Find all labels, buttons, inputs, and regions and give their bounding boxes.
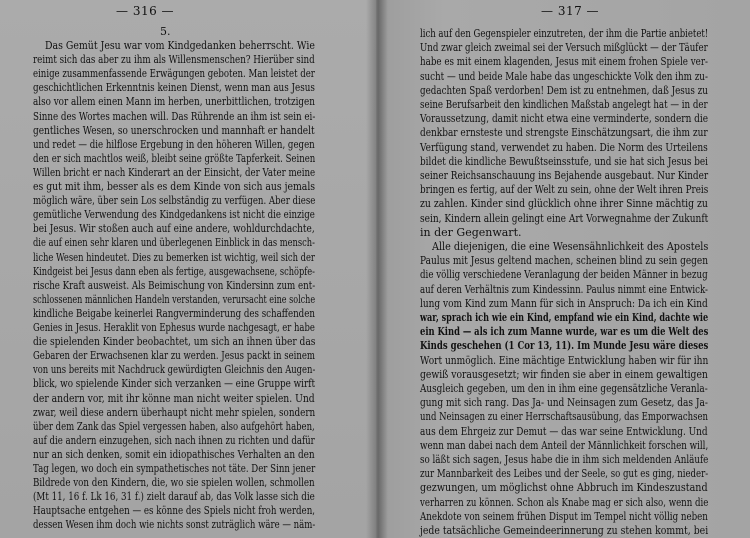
text-line: denkbar ernsteste und strengste Einschätzungsart, die ihm zur [420, 126, 708, 140]
text-line: Voraussetzung, damit nicht etwa eine verminderte, sondern die [420, 112, 709, 126]
text-line: gemütliche Verwendung des Kindgedankens ist nicht die einzige [33, 208, 315, 222]
text-line: Kinds geschehen (1 Cor 13, 11). Im Munde Jesu wäre dieses [420, 339, 709, 353]
text-line: Paulus mit Jesus geltend machen, scheinen blind zu sein gegen [420, 254, 709, 268]
text-line: einige zusammenfassende Erwägungen geboten. Man leistet der [33, 67, 315, 81]
text-line: verharren zu können. Schon als Knabe mag er sich also, wenn die [420, 495, 709, 509]
text-line: lich auf den Gegenspieler einzutreten, der ihm die Partie anbietet! [420, 27, 709, 40]
text-line: rische Kraft ausweist. Als Beimischung von Kindersinn zum ent- [33, 278, 316, 292]
text-line: über dem Zank das Spiel vergessen haben, also aufgehört haben, [33, 419, 315, 433]
text-line: bringen es fertig, auf der Welt zu sein, ohne der Welt ihren Preis [420, 183, 709, 197]
text-line: sucht — und beide Male habe das ungeschickte Volk den ihm zu- [420, 69, 708, 83]
text-line: Hauptsache entgehen — es könne des Spiels nicht froh werden, [33, 504, 316, 518]
text-line: Ausgleich gegeben, um den in ihm eine gegensätzliche Veranla- [420, 382, 708, 395]
text-line: Alle diejenigen, die eine Wesensähnlichkeit des Apostels [432, 240, 709, 253]
text-line: aus dem Ehrgeiz zur Demut — das war seine Entwicklung. Und [420, 424, 708, 438]
text-line: gewiß vorausgesetzt; wir finden sie aber in einem gewaltigen [420, 367, 708, 381]
text-line: Sinne des Wortes machen will. Das Rührende an ihm ist sein ei- [33, 109, 316, 123]
text-line: kindliche Beigabe keinerlei Rangverminderung des schaffenden [33, 306, 315, 320]
text-line: lung vom Kind zum Mann für sich in Anspruch: Da ich ein Kind [420, 296, 708, 310]
book-gutter [366, 0, 388, 538]
text-line: nur an sich denken, somit ein idiopathisches Verhalten an den [33, 447, 315, 461]
text-line: habe es mit einem klagenden, Jesus mit einem frohen Spiele ver- [420, 55, 708, 69]
text-line: (Mt 11, 16 f. Lk 16, 31 f.) zielt darauf ab, das Volk lasse sich die [33, 490, 315, 504]
text-line: Tag legen, wo doch ein sympathetisches not täte. Der Sinn jener [33, 462, 316, 475]
text-line: schlossenen männlichen Handeln verstanden, verursacht eine solche [33, 292, 316, 306]
text-line: gedachten Spaß verdorben! Dem ist zu entnehmen, daß Jesus zu [420, 83, 708, 97]
right-page-number: — 317 — [541, 4, 600, 18]
text-line: Verfügung stand, verwendet zu haben. Die Norm des Urteilens [420, 140, 708, 154]
left-page-number: — 316 — [116, 4, 175, 18]
text-line: und Neinsagen zu einer Herrschaftsausübung, das Emporwachsen [420, 410, 708, 424]
text-line: auf die andern einzugehen, sich nach ihnen zu richten und dafür [33, 433, 315, 447]
text-line: von uns bereits mit Nachdruck gewürdigten Gleichnis den Augen- [33, 363, 316, 377]
text-line: so läßt sich sagen, Jesus habe die in ihm sich meldenden Anläufe [420, 453, 709, 466]
text-line: Willen bricht er nach Kinderart an der Einsicht, der Vater meine [33, 165, 316, 179]
text-line: Das Gemüt Jesu war vom Kindgedanken beherrscht. Wie [45, 39, 315, 52]
text-line: die auf einen sehr klaren und überlegenen Einblick in das mensch- [33, 236, 315, 250]
text-line: bei Jesus. Wir stoßen auch auf eine andere, wohldurchdachte, [33, 222, 315, 236]
text-line: es gut mit ihm, besser als es dem Kinde von sich aus jemals [33, 180, 316, 193]
text-line: zur Mannbarkeit des Leibes und der Seele, so gut es ging, nieder- [420, 467, 709, 481]
text-line: in der Gegenwart. [420, 225, 522, 239]
text-line: die spielenden Kinder beobachtet, um sich an ihnen über das [33, 335, 316, 349]
text-line: Bildrede von den Kindern, die, wo sie spielen wollen, schmollen [33, 476, 315, 490]
text-line: seine Berufsarbeit den kindlichen Maßstab angelegt hat — in der [420, 98, 708, 111]
text-line: ein Kind — als ich zum Manne wurde, war es um die Welt des [420, 325, 709, 339]
text-line: zu zahlen. Kinder sind glücklich ohne ihrer Sinne mächtig zu [420, 197, 708, 211]
section-number: 5. [160, 25, 171, 38]
text-line: reimt sich das aber zu ihm als Willensmenschen? Hierüber sind [33, 53, 315, 67]
text-line: blick, wo spielende Kinder sich verzanken — eine Gruppe wirft [33, 377, 316, 391]
text-line: liche Wesen hindeutet. Dies zu bemerken ist wichtig, weil sich der [33, 250, 315, 264]
text-line: war, sprach ich wie ein Kind, empfand wie ein Kind, dachte wie [420, 311, 709, 324]
text-line: Und zwar gleich zweimal sei der Versuch mißglückt — der Täufer [420, 41, 708, 55]
text-line: jede tatsächliche Gemeindeerinnerung zu stehen kommt, bei [420, 524, 709, 537]
text-line: seiner Reichsanschauung ins Bejahende ausgebaut. Nur Kinder [420, 169, 709, 182]
text-line: Anekdote von seinem frühen Disput im Tempel nicht völlig neben [420, 509, 708, 523]
text-line: gung mit sich rang. Das Ja- und Neinsagen zum Gesetz, das Ja- [420, 396, 708, 410]
text-line: geschichtlichen Erkenntnis keinen Dienst, wenn man aus Jesus [33, 81, 315, 95]
text-line: also vor allem einen Mann im herben, unerbittlichen, trotzigen [33, 95, 315, 109]
text-line: Genies in Jesus. Heraklit von Ephesus wurde nachgesagt, er habe [33, 321, 315, 334]
right-page [376, 0, 750, 538]
text-line: gezwungen, um möglichst ohne Abbruch im Kindeszustand [420, 481, 708, 495]
text-line: bildet die kindliche Bewußtseinsstufe, und sie hat sich Jesus bei [420, 154, 708, 168]
text-line: sein, Kindern allein gelingt eine Art Vorwegnahme der Zukunft [420, 211, 709, 225]
text-line: möglich wäre, über sein Los selbständig zu verfügen. Aber diese [33, 194, 316, 208]
text-line: Gebaren der Erwachsenen klar zu werden. Jesus packt in seinem [33, 349, 316, 363]
text-line: auf deren Verhältnis zum Kindessinn. Paulus nimmt eine Entwick- [420, 282, 708, 296]
text-line: den er sich machtlos weiß, bleibt seine größte Tapferkeit. Seinen [33, 151, 316, 165]
text-line: die völlig verschiedene Veranlagung der beiden Männer in bezug [420, 268, 708, 282]
text-line: der andern vor, mit ihr könne man nicht weiter spielen. Und [33, 391, 315, 405]
text-line: gentliches Wesen, so unerschrocken und mannhaft er handelt [33, 123, 315, 137]
text-line: zwar, weil diese andern überhaupt nicht mehr spielen, sondern [33, 405, 316, 419]
text-line: und redet — die hilflose Ergebung in den höheren Willen, gegen [33, 137, 315, 151]
text-line: wenn man dabei nach dem Anteil der Männlichkeit forschen will, [420, 438, 709, 452]
text-line: dessen Wesen ihm doch wie nichts sonst zuträglich wäre — näm- [33, 518, 316, 532]
text-line: Kindgeist bei Jesus dann eben als fertige, ausgewachsene, schöpfe- [33, 264, 315, 278]
text-line: Wort unmöglich. Eine mächtige Entwicklung haben wir für ihn [420, 353, 709, 367]
